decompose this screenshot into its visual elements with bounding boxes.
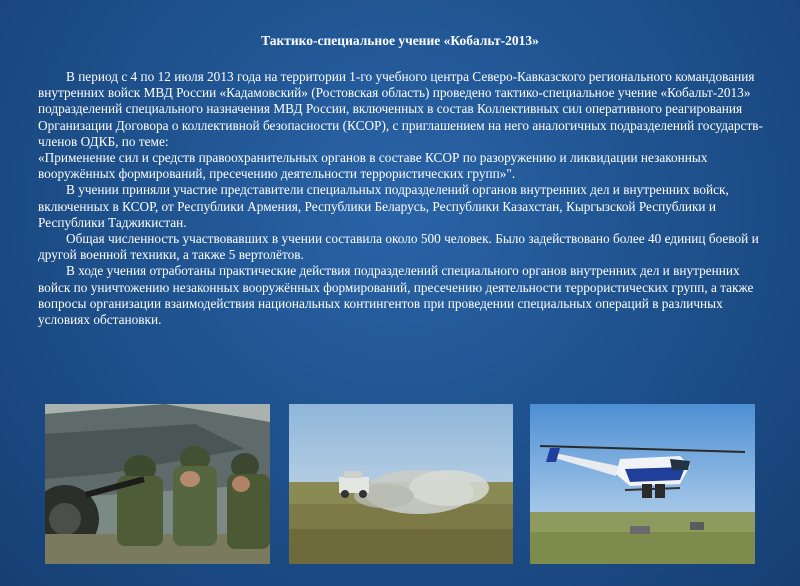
paragraph-intro: В период с 4 по 12 июля 2013 года на территории 1-го учебного центра Северо-Кавказского регионального командования внутренних войск МВД России «Кадамовский» (Ростовская область) проведено тактико-специальное учение «Кобальт-2013» подразделений специального назначения МВД России, включенных в состав Коллективных сил оперативного реагирования Организации Договора о коллективной безопасности (КСОР), с приглашением на него аналогичных подразделений государств-членов ОДКБ, по теме:	[38, 69, 763, 149]
paragraph-topic: «Применение сил и средств правоохранительных органов в составе КСОР по разоружению и ликвидации незаконных вооружённых формирований, пресечению деятельности террористических групп»".	[38, 150, 708, 182]
photo-smoke-field	[289, 404, 513, 564]
photo-soldiers-apc	[45, 404, 270, 564]
paragraph-participants: В учении приняли участие представители специальных подразделений органов внутренних дел и внутренних войск, включенных в КСОР, от Республики Армения, Республики Беларусь, Республики Казахстан, Кыргызской Республики и Республики Таджикистан.	[38, 182, 729, 230]
paragraph-results: В ходе учения отработаны практические действия подразделений специального органов внутренних дел и внутренних войск по уничтожению незаконных вооружённых формирований, пресечению деятельности террористических групп, а также вопросы организации взаимодействия национальных контингентов при проведении специальных операций в различных условиях обстановки.	[38, 263, 754, 328]
photo-helicopter	[530, 404, 755, 564]
slide-title: Тактико-специальное учение «Кобальт-2013»	[261, 33, 539, 48]
body-text	[38, 69, 766, 328]
paragraph-numbers: Общая численность участвовавших в учении составила около 500 человек. Было задействовано более 40 единиц боевой и другой военной техники, а также 5 вертолётов.	[38, 231, 759, 263]
photo-strip	[0, 404, 800, 564]
